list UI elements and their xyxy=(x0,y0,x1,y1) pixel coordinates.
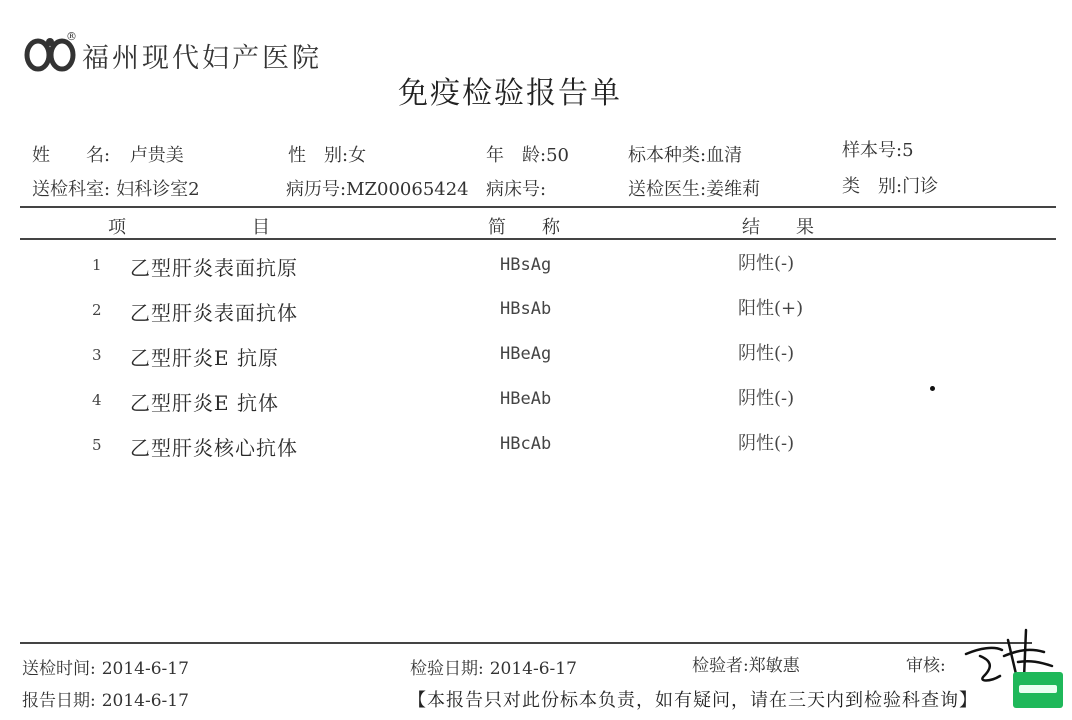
test-date-label: 检验日期: xyxy=(410,659,484,679)
patient-sex-label: 性 别: xyxy=(288,145,349,166)
doctor-field xyxy=(628,175,760,201)
tester-field xyxy=(692,651,800,676)
department-field xyxy=(32,175,200,201)
tester: 郑敏惠 xyxy=(748,656,800,676)
test-item-result: 阴性(-) xyxy=(738,343,795,364)
row-number: 2 xyxy=(92,301,102,319)
sample-number: 5 xyxy=(902,140,914,161)
reviewer-field xyxy=(906,651,946,676)
row-number: 1 xyxy=(92,256,102,274)
specimen-type: 血清 xyxy=(706,145,743,166)
column-header-result: 结 果 xyxy=(742,217,814,238)
patient-name-label: 姓 名: xyxy=(32,145,111,166)
test-item-result: 阳性(+) xyxy=(738,298,804,319)
specimen-type-field xyxy=(628,141,742,167)
test-item-name: 乙型肝炎表面抗原 xyxy=(130,256,298,280)
test-item-abbr: HBeAg xyxy=(500,344,552,364)
patient-age-field xyxy=(486,141,569,167)
hospital-name: 福州现代妇产医院 xyxy=(82,43,322,74)
test-item-name: 乙型肝炎表面抗体 xyxy=(130,301,298,325)
column-header-abbr: 简 称 xyxy=(488,217,560,238)
report-notice: 【本报告只对此份标本负责，如有疑问，请在三天内到检验科查询】 xyxy=(408,690,978,711)
test-date-field xyxy=(410,654,577,679)
patient-name-field xyxy=(32,141,184,167)
submit-time: 2014-6-17 xyxy=(101,659,189,679)
test-item-result: 阴性(-) xyxy=(738,433,795,454)
submit-time-field xyxy=(22,654,189,679)
patient-sex: 女 xyxy=(348,145,367,166)
category-label: 类 别: xyxy=(842,176,903,197)
department: 妇科诊室2 xyxy=(116,179,200,200)
patient-sex-field xyxy=(288,141,366,167)
row-number: 4 xyxy=(92,391,102,409)
record-number: MZ00065424 xyxy=(346,179,469,200)
category: 门诊 xyxy=(902,176,939,197)
bed-number-label: 病床号: xyxy=(486,179,547,200)
test-item-abbr: HBsAg xyxy=(500,255,552,275)
ink-dot xyxy=(930,386,935,391)
doctor-label: 送检医生: xyxy=(628,179,707,200)
test-item-result: 阴性(-) xyxy=(738,388,795,409)
column-header-item: 项 目 xyxy=(108,217,270,238)
test-item-name: 乙型肝炎核心抗体 xyxy=(130,436,298,460)
specimen-type-label: 标本种类: xyxy=(628,145,707,166)
report-title: 免疫检验报告单 xyxy=(398,76,622,111)
test-date: 2014-6-17 xyxy=(489,659,577,679)
sample-number-field xyxy=(842,136,914,162)
header-rule-top xyxy=(20,206,1056,208)
patient-age-label: 年 龄: xyxy=(486,145,547,166)
record-number-label: 病历号: xyxy=(286,179,347,200)
reviewer-label: 审核: xyxy=(906,656,946,676)
submit-time-label: 送检时间: xyxy=(22,659,96,679)
test-item-abbr: HBeAb xyxy=(500,389,552,409)
record-number-field xyxy=(286,175,469,201)
patient-name: 卢贵美 xyxy=(129,145,184,166)
row-number: 3 xyxy=(92,346,102,364)
sample-number-label: 样本号: xyxy=(842,140,903,161)
report-date: 2014-6-17 xyxy=(101,691,189,711)
registered-mark: ® xyxy=(66,30,77,43)
test-item-name: 乙型肝炎E 抗原 xyxy=(130,346,279,370)
watermark-text-bar xyxy=(1019,685,1057,693)
report-date-label: 报告日期: xyxy=(22,691,96,711)
tester-label: 检验者: xyxy=(692,656,749,676)
department-label: 送检科室: xyxy=(32,179,111,200)
bed-number-field xyxy=(486,175,546,201)
test-item-abbr: HBsAb xyxy=(500,299,552,319)
test-item-result: 阴性(-) xyxy=(738,253,795,274)
doctor: 姜维莉 xyxy=(706,179,761,200)
test-item-abbr: HBcAb xyxy=(500,434,552,454)
patient-age: 50 xyxy=(546,145,569,166)
test-item-name: 乙型肝炎E 抗体 xyxy=(130,391,279,415)
report-date-field xyxy=(22,686,189,711)
category-field xyxy=(842,172,938,198)
row-number: 5 xyxy=(92,436,102,454)
footer-rule xyxy=(20,642,1032,644)
watermark-badge xyxy=(1013,672,1063,708)
